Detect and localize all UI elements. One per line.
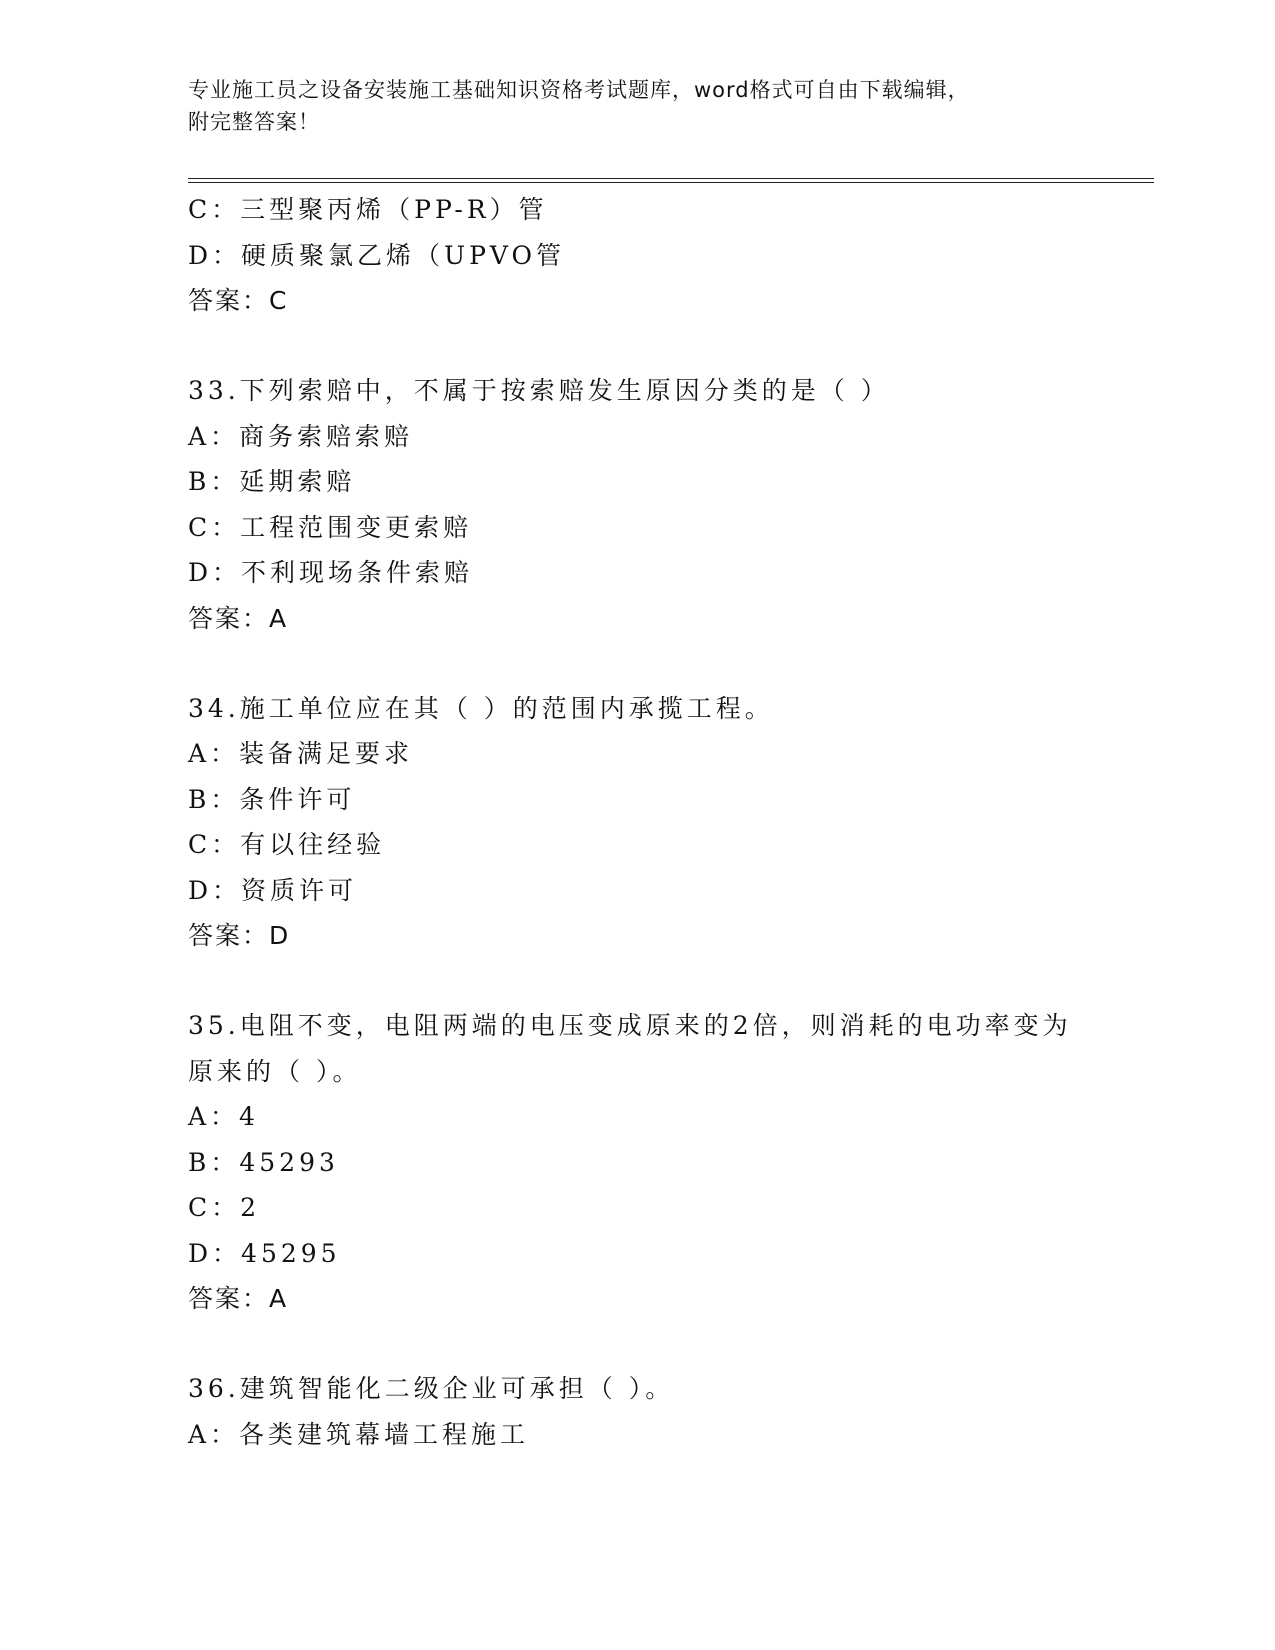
option-b: B：延期索赔 (188, 467, 356, 496)
option-c: C：工程范围变更索赔 (188, 512, 473, 542)
header-title-line-1: 专业施工员之设备安装施工基础知识资格考试题库，word格式可自由下载编辑， (188, 78, 970, 102)
header-divider-top (188, 178, 1154, 179)
option-d: D：资质许可 (188, 875, 358, 905)
question-text: 33.下列索赔中，不属于按索赔发生原因分类的是（ ） (188, 376, 890, 405)
question-33 (188, 368, 1108, 642)
question-text-line-2: 原来的（ ）。 (188, 1056, 362, 1086)
question-fragment (188, 187, 1108, 324)
option-d: D：硬质聚氯乙烯（UPVO管 (188, 240, 566, 270)
answer-line: 答案：C (188, 286, 289, 315)
question-35 (188, 1003, 1108, 1322)
question-list (188, 187, 1108, 1457)
option-d: D：45295 (188, 1238, 341, 1268)
question-36 (188, 1366, 1108, 1457)
answer-line: 答案：D (188, 921, 291, 950)
question-34 (188, 686, 1108, 960)
option-a: A：各类建筑幕墙工程施工 (188, 1419, 530, 1449)
option-c: C：三型聚丙烯（PP-R）管 (188, 195, 548, 224)
question-text: 36.建筑智能化二级企业可承担（ ）。 (188, 1374, 675, 1403)
question-text-line-1: 35.电阻不变，电阻两端的电压变成原来的2倍，则消耗的电功率变为 (188, 1011, 1072, 1040)
option-a: A：装备满足要求 (188, 739, 414, 768)
question-text: 34.施工单位应在其（ ）的范围内承揽工程。 (188, 693, 774, 723)
option-b: B：45293 (188, 1147, 339, 1177)
document-header (188, 74, 1088, 138)
option-b: B：条件许可 (188, 784, 356, 814)
header-title-line-2: 附完整答案！ (188, 110, 320, 134)
option-a: A：4 (188, 1102, 259, 1131)
answer-line: 答案：A (188, 1284, 289, 1313)
option-c: C：2 (188, 1193, 261, 1222)
answer-line: 答案：A (188, 603, 289, 633)
header-divider-bottom (188, 182, 1154, 183)
option-d: D：不利现场条件索赔 (188, 558, 474, 587)
option-a: A：商务索赔索赔 (188, 421, 414, 451)
option-c: C：有以往经验 (188, 830, 386, 859)
